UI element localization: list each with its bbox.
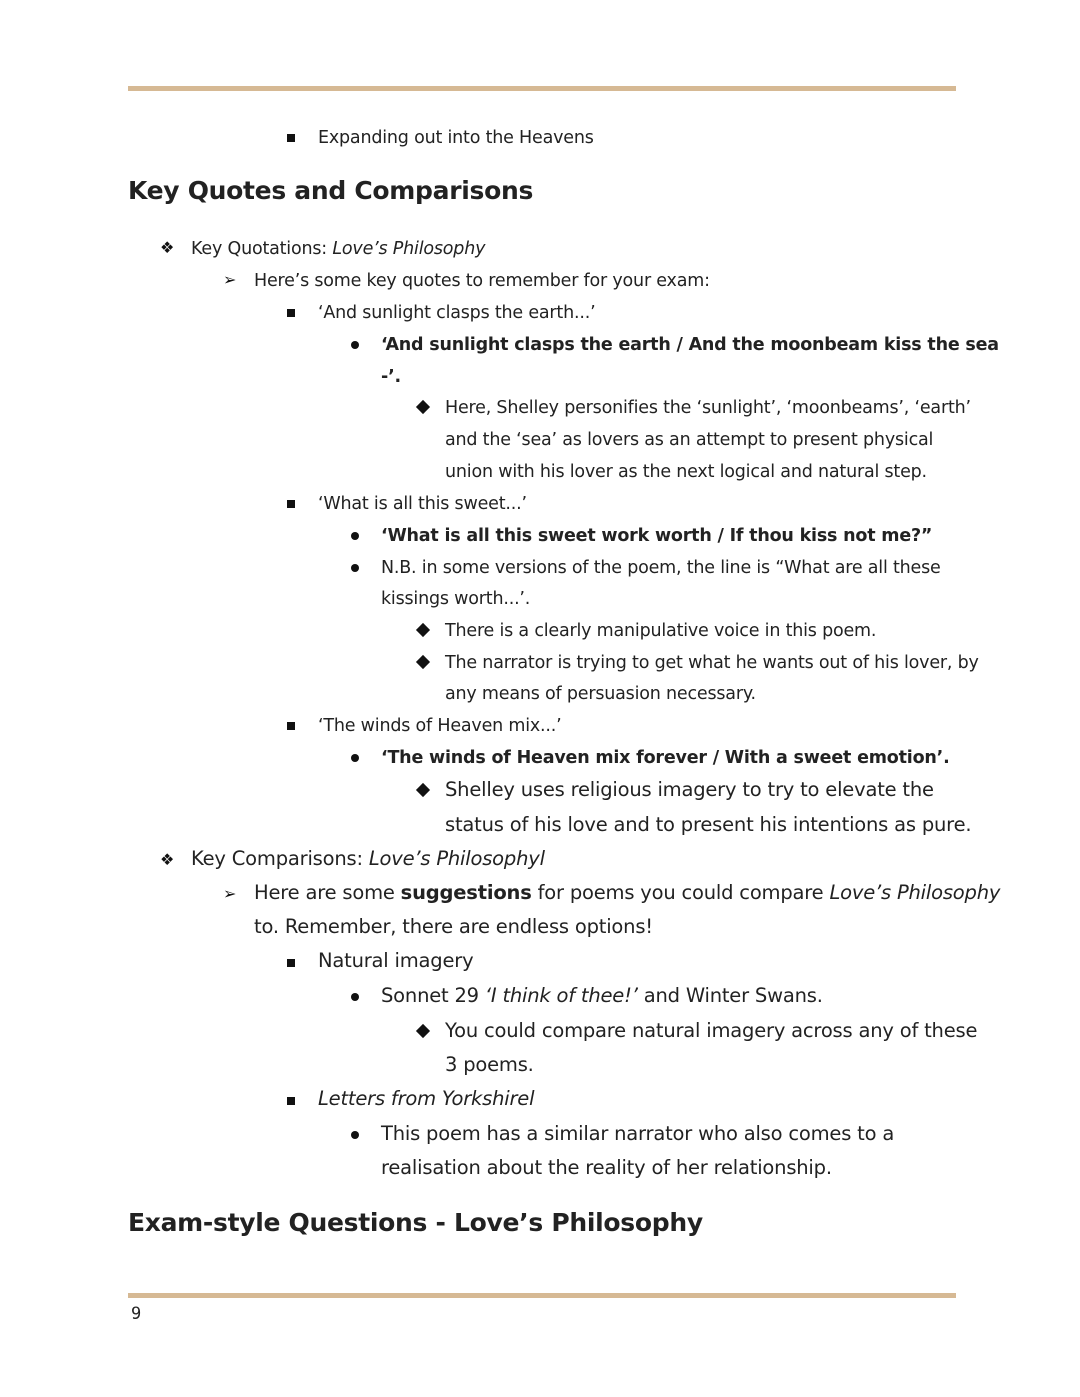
poem-title: Love’s Philosophyl xyxy=(368,847,545,870)
detail-text: Sonnet 29 xyxy=(381,984,485,1007)
square-bullet-icon xyxy=(287,309,295,317)
comparison-analysis: 3 poems. xyxy=(445,1053,534,1076)
arrow-bullet-icon: ➢ xyxy=(223,884,237,903)
diamond-bullet-icon xyxy=(416,623,430,637)
comparisons-label xyxy=(191,847,545,871)
diamond-bullet-icon xyxy=(416,783,430,797)
round-bullet-icon xyxy=(351,1131,359,1139)
comparison-poem: Letters from Yorkshirel xyxy=(318,1087,535,1110)
round-bullet-icon xyxy=(351,532,359,540)
quote-analysis: union with his lover as the next logical and natural step. xyxy=(445,462,927,482)
comparison-detail: realisation about the reality of her relationship. xyxy=(381,1156,832,1179)
comparison-analysis: You could compare natural imagery across any of these xyxy=(445,1019,978,1042)
quotations-label xyxy=(191,238,485,260)
quote-full: ‘What is all this sweet work worth / If thou kiss not me?” xyxy=(381,526,933,546)
square-bullet-icon xyxy=(287,959,295,967)
diamond-cluster-bullet-icon: ❖ xyxy=(160,850,175,869)
section-heading-key-quotes: Key Quotes and Comparisons xyxy=(128,176,534,205)
quote-short: ‘What is all this sweet...’ xyxy=(318,494,527,514)
page-number: 9 xyxy=(131,1304,142,1324)
poem-title: Love’s Philosophy xyxy=(332,239,486,259)
square-bullet-icon xyxy=(287,722,295,730)
quote-analysis: status of his love and to present his intentions as pure. xyxy=(445,813,972,836)
quotations-intro: Here’s some key quotes to remember for your exam: xyxy=(254,271,710,291)
diamond-bullet-icon xyxy=(416,400,430,414)
quote-full: ‘The winds of Heaven mix forever / With a sweet emotion’. xyxy=(381,748,950,768)
round-bullet-icon xyxy=(351,754,359,762)
top-divider xyxy=(128,86,956,91)
intro-text: Here are some xyxy=(254,881,401,904)
quote-full: ‘And sunlight clasps the earth / And the moonbeam kiss the sea xyxy=(381,335,999,355)
quote-analysis: Shelley uses religious imagery to try to elevate the xyxy=(445,778,934,801)
section-heading-exam-questions: Exam-style Questions - Love’s Philosophy xyxy=(128,1208,703,1237)
quotations-label-text: Key Quotations: xyxy=(191,239,333,259)
diamond-bullet-icon xyxy=(416,1024,430,1038)
quote-analysis: any means of persuasion necessary. xyxy=(445,684,756,704)
quote-analysis: The narrator is trying to get what he wants out of his lover, by xyxy=(445,653,979,673)
square-bullet-icon xyxy=(287,500,295,508)
quote-analysis: There is a clearly manipulative voice in this poem. xyxy=(445,621,877,641)
bottom-divider xyxy=(128,1293,956,1298)
detail-text: and Winter Swans. xyxy=(637,984,823,1007)
comparison-detail: This poem has a similar narrator who also comes to a xyxy=(381,1122,895,1145)
list-item: Expanding out into the Heavens xyxy=(318,128,594,148)
comparisons-intro xyxy=(254,881,1000,905)
square-bullet-icon xyxy=(287,1097,295,1105)
quote-short: ‘And sunlight clasps the earth...’ xyxy=(318,303,596,323)
quote-full-continuation: -’. xyxy=(381,367,401,387)
arrow-bullet-icon: ➢ xyxy=(223,270,237,289)
quote-note: kissings worth...’. xyxy=(381,589,531,609)
quote-note: N.B. in some versions of the poem, the line is “What are all these xyxy=(381,558,941,578)
diamond-cluster-bullet-icon: ❖ xyxy=(160,238,175,257)
comparison-theme: Natural imagery xyxy=(318,949,474,972)
round-bullet-icon xyxy=(351,993,359,1001)
quote-short: ‘The winds of Heaven mix...’ xyxy=(318,716,562,736)
poem-title: Love’s Philosophy xyxy=(829,881,1001,904)
intro-text: for poems you could compare xyxy=(531,881,830,904)
comparisons-intro-continuation: to. Remember, there are endless options! xyxy=(254,915,653,938)
comparison-detail xyxy=(381,984,823,1008)
round-bullet-icon xyxy=(351,341,359,349)
comparisons-label-text: Key Comparisons: xyxy=(191,847,369,870)
intro-emphasis: suggestions xyxy=(400,881,532,904)
square-bullet-icon xyxy=(287,134,295,142)
poem-title: ‘I think of thee!’ xyxy=(484,984,638,1007)
quote-analysis: Here, Shelley personifies the ‘sunlight’, ‘moonbeams’, ‘earth’ xyxy=(445,398,971,418)
quote-analysis: and the ‘sea’ as lovers as an attempt to present physical xyxy=(445,430,934,450)
round-bullet-icon xyxy=(351,564,359,572)
diamond-bullet-icon xyxy=(416,655,430,669)
